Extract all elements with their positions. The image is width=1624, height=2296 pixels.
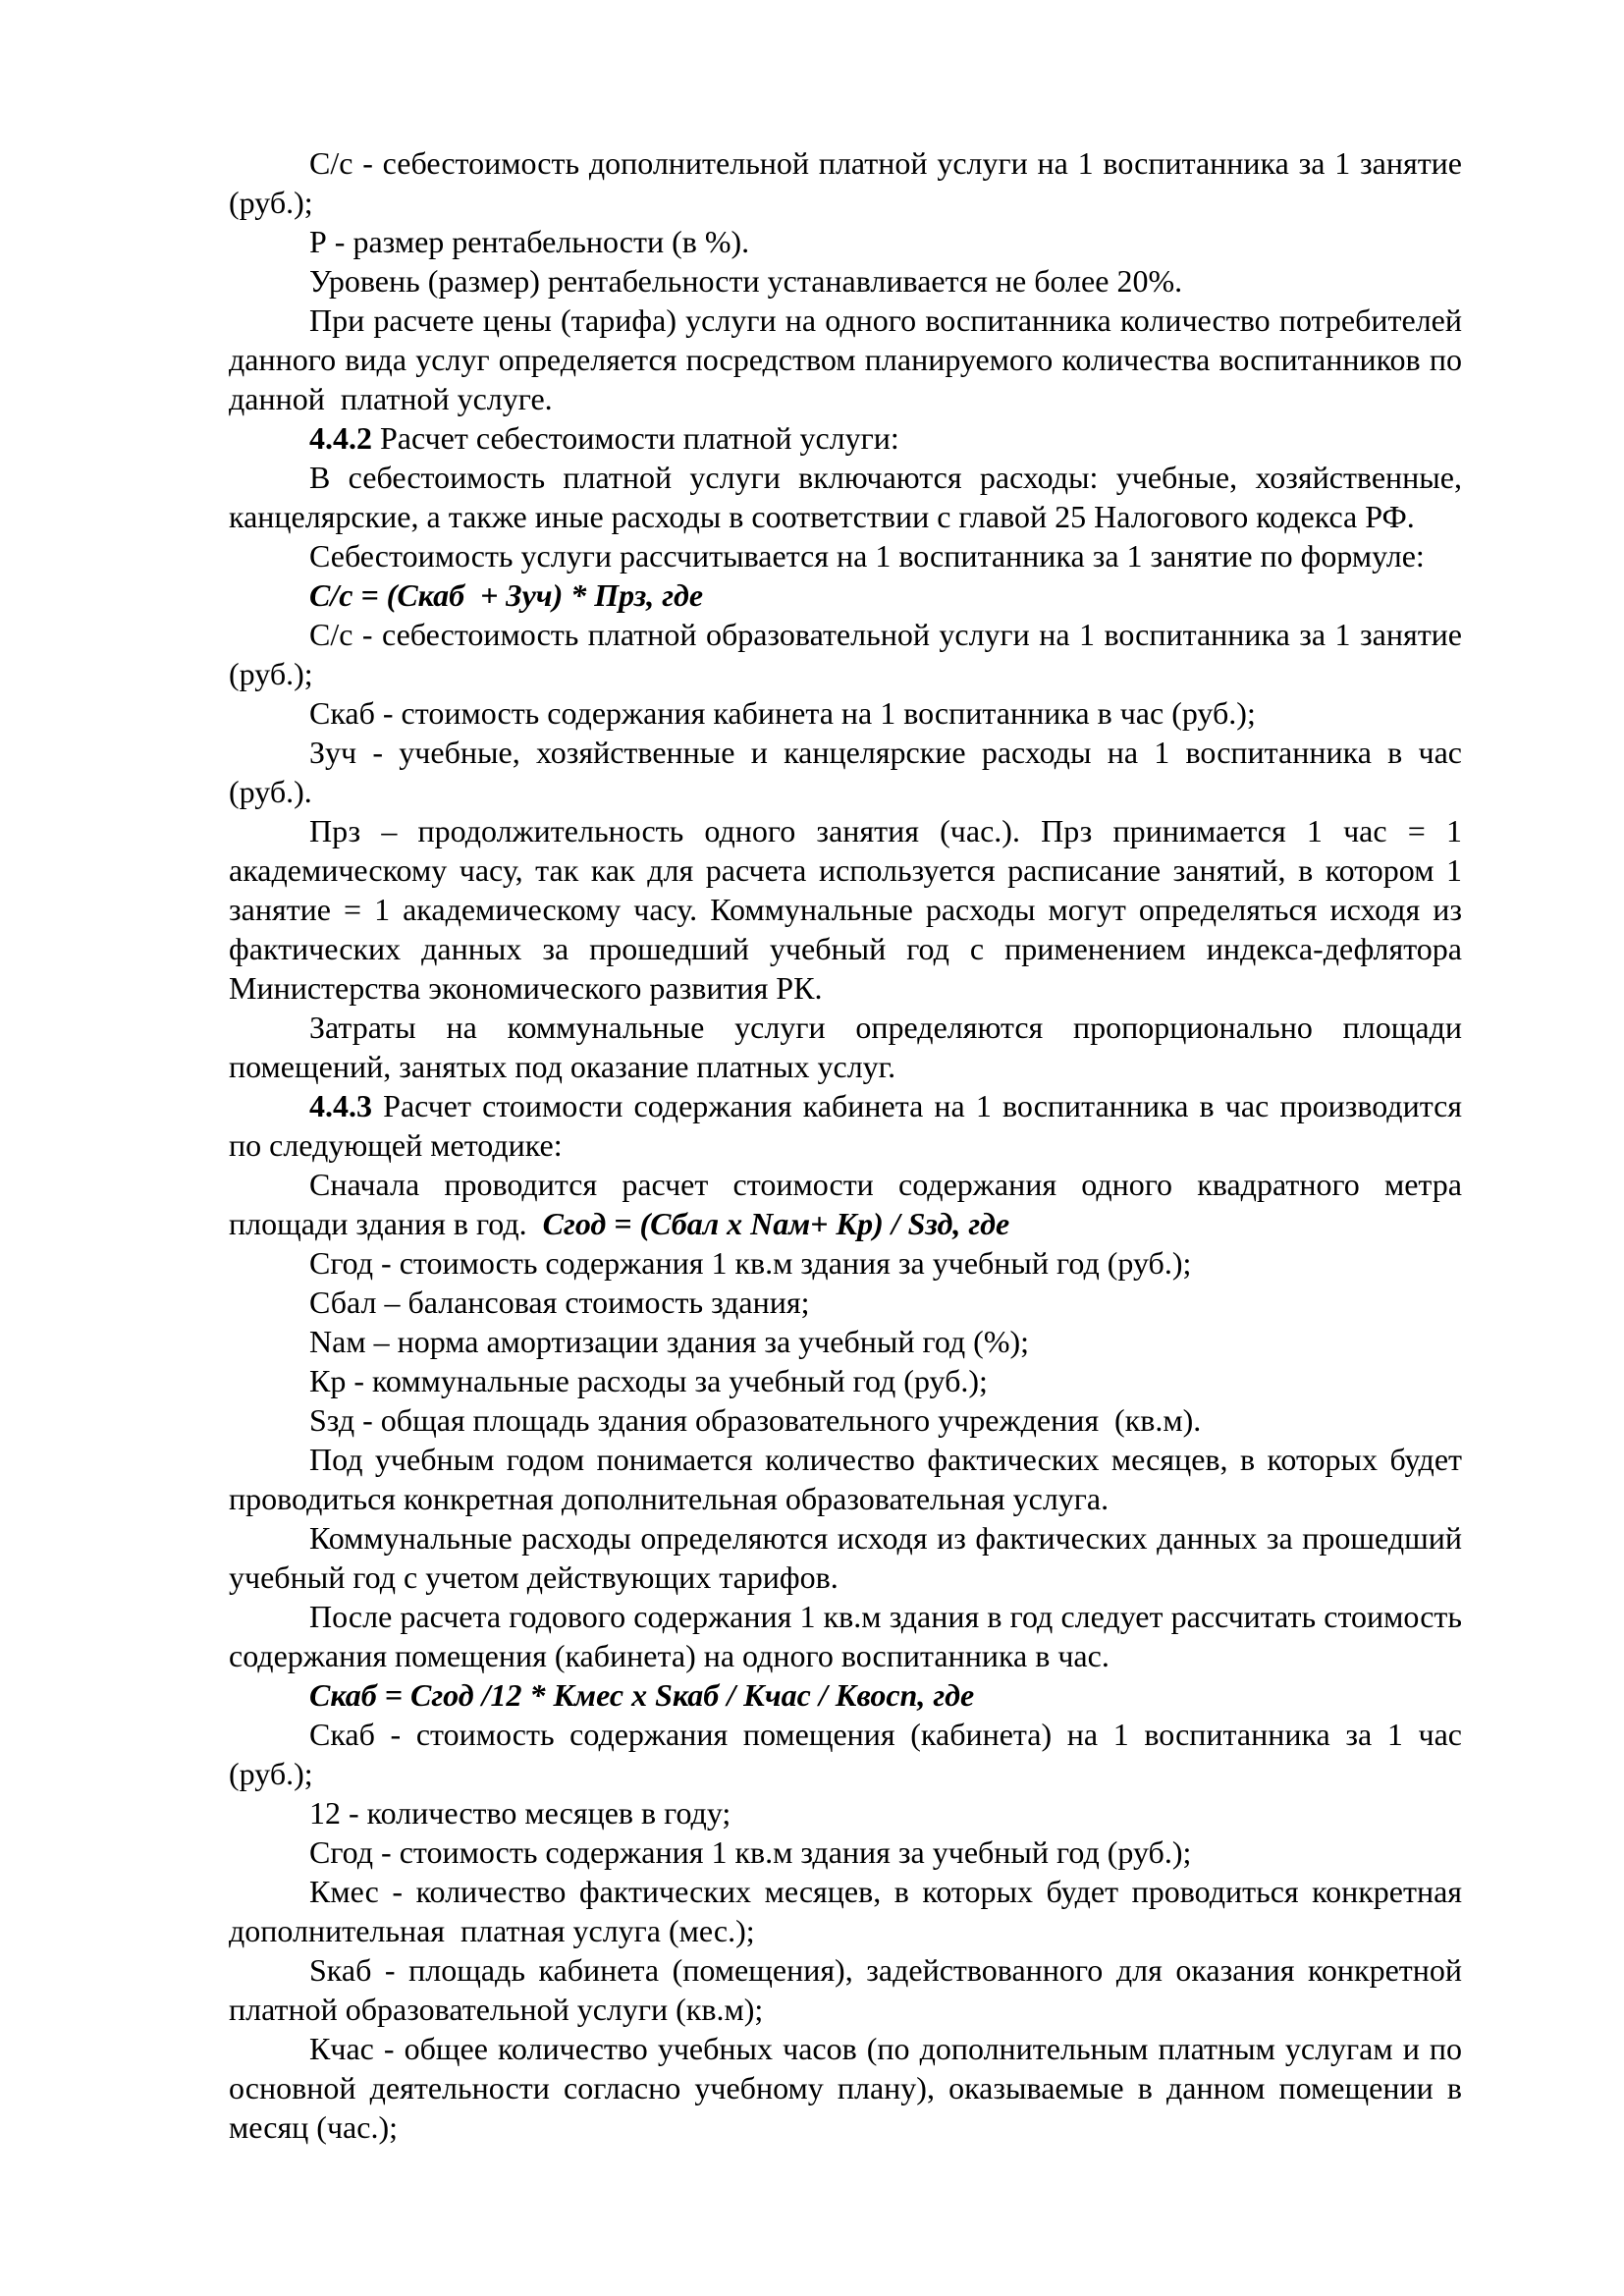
body-text: Скаб - стоимость содержания кабинета на 1 воспитанника в час (руб.); — [309, 695, 1256, 731]
body-text: Скаб - стоимость содержания помещения (кабинета) на 1 воспитанника за 1 час (руб.); — [229, 1717, 1462, 1791]
text-paragraph — [229, 1008, 1462, 1086]
text-paragraph — [229, 1715, 1462, 1793]
body-text: Сбал – балансовая стоимость здания; — [309, 1285, 810, 1320]
text-paragraph — [229, 222, 1462, 261]
body-text: Себестоимость услуги рассчитывается на 1 воспитанника за 1 занятие по формуле: — [309, 538, 1425, 574]
body-text: Кмес - количество фактических месяцев, в которых будет проводиться конкретная дополнительная платная услуга (мес.); — [229, 1874, 1462, 1948]
text-paragraph — [229, 733, 1462, 811]
formula-paragraph — [229, 1165, 1462, 1243]
document-content — [229, 143, 1462, 2147]
section-paragraph — [229, 1086, 1462, 1165]
text-paragraph — [229, 301, 1462, 418]
text-paragraph — [229, 1793, 1462, 1832]
body-text: Прз – продолжительность одного занятия (час.). Прз принимается 1 час = 1 академическому часу, так как для расчета используется расписание занятий, в котором 1 занятие = 1 академическому часу. Коммунальные расходы могут определяться исходя из фактических данных за прошедший учебный год с применением индекса-дефлятора Министерства экономического развития РК. — [229, 813, 1462, 1006]
body-text: В себестоимость платной услуги включаются расходы: учебные, хозяйственные, канцелярские, а также иные расходы в соответствии с главой 25 Налогового кодекса РФ. — [229, 460, 1462, 534]
text-paragraph — [229, 143, 1462, 222]
text-paragraph — [229, 1950, 1462, 2029]
body-text: Расчет себестоимости платной услуги: — [372, 420, 899, 456]
body-text: Сначала проводится расчет стоимости содержания одного квадратного метра площади здания в год. — [229, 1167, 1462, 1241]
text-paragraph — [229, 1440, 1462, 1518]
formula-text: С/с = (Скаб + Зуч) * Прз, где — [309, 577, 704, 613]
body-text: Кр - коммунальные расходы за учебный год (руб.); — [309, 1363, 988, 1398]
body-text: Кчас - общее количество учебных часов (по дополнительным платным услугам и по основной деятельности согласно учебному плану), оказываемые в данном помещении в месяц (час.); — [229, 2031, 1462, 2145]
text-paragraph — [229, 1361, 1462, 1400]
text-paragraph — [229, 1283, 1462, 1322]
body-text: Sзд - общая площадь здания образовательного учреждения (кв.м). — [309, 1402, 1202, 1438]
body-text: Nам – норма амортизации здания за учебный год (%); — [309, 1324, 1030, 1359]
text-paragraph — [229, 2029, 1462, 2147]
body-text: Расчет стоимости содержания кабинета на 1 воспитанника в час производится по следующей методике: — [229, 1088, 1462, 1163]
body-text: Уровень (размер) рентабельности устанавливается не более 20%. — [309, 263, 1183, 299]
body-text: 12 - количество месяцев в году; — [309, 1795, 731, 1831]
section-paragraph — [229, 418, 1462, 458]
formula-paragraph — [229, 575, 1462, 615]
body-text: Р - размер рентабельности (в %). — [309, 224, 750, 259]
body-text: При расчете цены (тарифа) услуги на одного воспитанника количество потребителей данного вида услуг определяется посредством планируемого количества воспитанников по данной платной услуге. — [229, 302, 1462, 416]
text-paragraph — [229, 1872, 1462, 1950]
text-paragraph — [229, 1322, 1462, 1361]
formula-text: Сгод = (Сбал х Nам+ Кр) / Sзд, где — [542, 1206, 1010, 1241]
body-text: Затраты на коммунальные услуги определяются пропорционально площади помещений, занятых под оказание платных услуг. — [229, 1010, 1462, 1084]
text-paragraph — [229, 1518, 1462, 1597]
text-paragraph — [229, 811, 1462, 1008]
body-text: Коммунальные расходы определяются исходя из фактических данных за прошедший учебный год с учетом действующих тарифов. — [229, 1520, 1462, 1595]
text-paragraph — [229, 261, 1462, 301]
text-paragraph — [229, 1597, 1462, 1675]
section-number: 4.4.3 — [309, 1088, 372, 1123]
text-paragraph — [229, 1400, 1462, 1440]
text-paragraph — [229, 615, 1462, 693]
body-text: Под учебным годом понимается количество фактических месяцев, в которых будет проводиться конкретная дополнительная образовательная услуга. — [229, 1442, 1462, 1516]
formula-text: Скаб = Сгод /12 * Кмес х Sкаб / Кчас / Квосп, где — [309, 1677, 975, 1713]
body-text: После расчета годового содержания 1 кв.м здания в год следует рассчитать стоимость содержания помещения (кабинета) на одного воспитанника в час. — [229, 1599, 1462, 1673]
text-paragraph — [229, 1243, 1462, 1283]
text-paragraph — [229, 536, 1462, 575]
body-text: Зуч - учебные, хозяйственные и канцелярские расходы на 1 воспитанника в час (руб.). — [229, 735, 1462, 809]
formula-paragraph — [229, 1675, 1462, 1715]
body-text: Сгод - стоимость содержания 1 кв.м здания за учебный год (руб.); — [309, 1834, 1192, 1870]
body-text: Сгод - стоимость содержания 1 кв.м здания за учебный год (руб.); — [309, 1245, 1192, 1281]
body-text: Sкаб - площадь кабинета (помещения), задействованного для оказания конкретной платной образовательной услуги (кв.м); — [229, 1952, 1462, 2027]
text-paragraph — [229, 1832, 1462, 1872]
text-paragraph — [229, 458, 1462, 536]
body-text: С/с - себестоимость дополнительной платной услуги на 1 воспитанника за 1 занятие (руб.); — [229, 145, 1462, 220]
text-paragraph — [229, 693, 1462, 733]
section-number: 4.4.2 — [309, 420, 372, 456]
body-text: С/с - себестоимость платной образовательной услуги на 1 воспитанника за 1 занятие (руб.); — [229, 617, 1462, 691]
